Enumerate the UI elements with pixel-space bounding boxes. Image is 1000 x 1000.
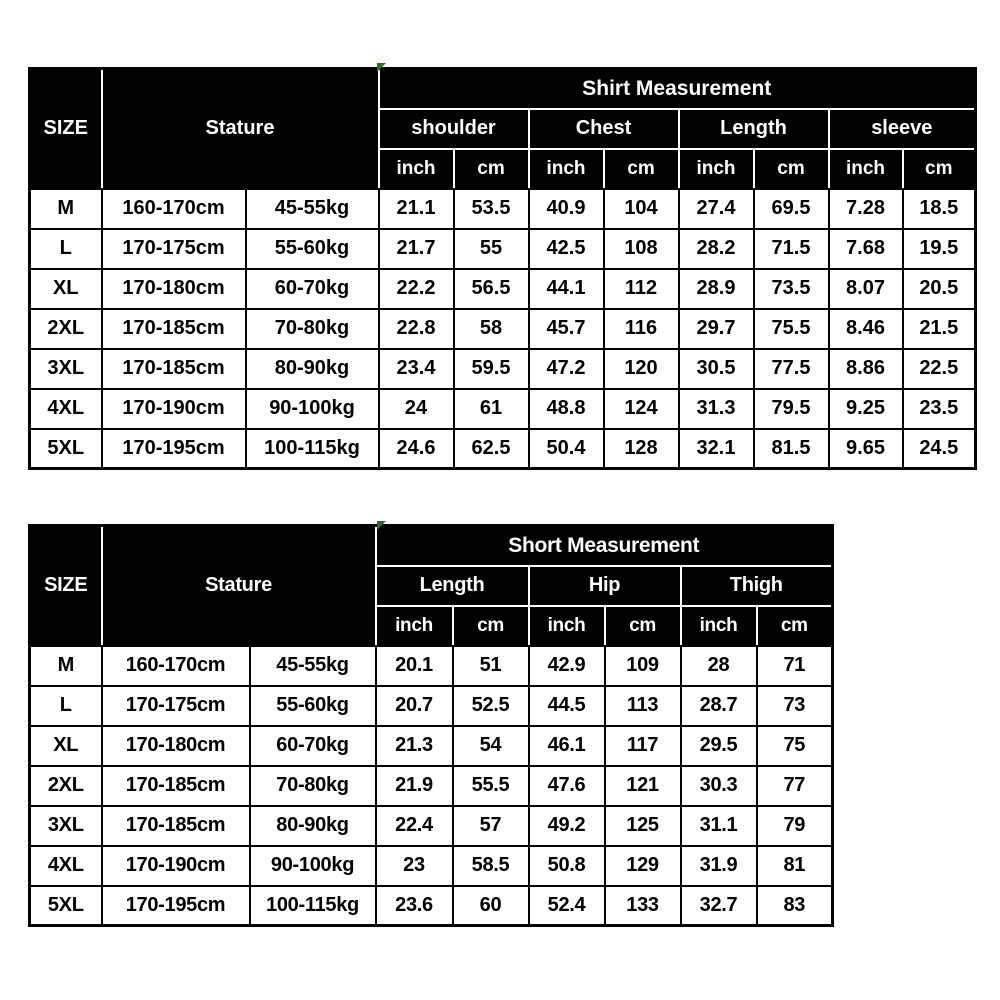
measurement-cell: 42.5 xyxy=(529,229,604,269)
size-cell: 5XL xyxy=(30,886,102,926)
stature-height-cell: 160-170cm xyxy=(102,189,246,229)
measurement-cell: 124 xyxy=(604,389,679,429)
table-title: Shirt Measurement xyxy=(379,69,976,109)
measurement-cell: 129 xyxy=(605,846,681,886)
measurement-cell: 117 xyxy=(605,726,681,766)
measurement-cell: 109 xyxy=(605,646,681,686)
group-header-length: Length xyxy=(376,566,529,606)
size-row-5xl xyxy=(30,886,833,926)
group-header-chest: Chest xyxy=(529,109,679,149)
measurement-cell: 77.5 xyxy=(754,349,829,389)
unit-header-cm: cm xyxy=(754,149,829,189)
measurement-cell: 61 xyxy=(454,389,529,429)
stature-weight-cell: 90-100kg xyxy=(250,846,376,886)
measurement-cell: 59.5 xyxy=(454,349,529,389)
measurement-cell: 24.6 xyxy=(379,429,454,469)
measurement-cell: 75.5 xyxy=(754,309,829,349)
size-cell: 4XL xyxy=(30,389,102,429)
measurement-cell: 79 xyxy=(757,806,833,846)
measurement-cell: 22.8 xyxy=(379,309,454,349)
shirt-measurement-table xyxy=(28,67,977,470)
measurement-cell: 28.9 xyxy=(679,269,754,309)
size-row-xl xyxy=(30,726,833,766)
measurement-cell: 32.7 xyxy=(681,886,757,926)
stature-height-cell: 160-170cm xyxy=(102,646,250,686)
size-cell: XL xyxy=(30,269,102,309)
measurement-cell: 7.28 xyxy=(829,189,903,229)
measurement-cell: 44.5 xyxy=(529,686,605,726)
measurement-cell: 22.4 xyxy=(376,806,453,846)
measurement-cell: 77 xyxy=(757,766,833,806)
size-row-l xyxy=(30,686,833,726)
measurement-cell: 18.5 xyxy=(903,189,976,229)
measurement-cell: 31.3 xyxy=(679,389,754,429)
size-row-4xl xyxy=(30,846,833,886)
measurement-cell: 73.5 xyxy=(754,269,829,309)
size-cell: L xyxy=(30,686,102,726)
size-row-2xl xyxy=(30,309,976,349)
measurement-cell: 46.1 xyxy=(529,726,605,766)
unit-header-inch: inch xyxy=(529,606,605,646)
measurement-cell: 71 xyxy=(757,646,833,686)
measurement-cell: 21.7 xyxy=(379,229,454,269)
measurement-cell: 21.1 xyxy=(379,189,454,229)
measurement-cell: 79.5 xyxy=(754,389,829,429)
stature-height-cell: 170-190cm xyxy=(102,389,246,429)
measurement-cell: 48.8 xyxy=(529,389,604,429)
green-corner-marker-icon xyxy=(377,63,386,72)
size-row-3xl xyxy=(30,349,976,389)
measurement-cell: 83 xyxy=(757,886,833,926)
size-row-l xyxy=(30,229,976,269)
measurement-cell: 47.2 xyxy=(529,349,604,389)
measurement-cell: 20.7 xyxy=(376,686,453,726)
measurement-cell: 58 xyxy=(454,309,529,349)
measurement-cell: 22.5 xyxy=(903,349,976,389)
measurement-cell: 28.2 xyxy=(679,229,754,269)
measurement-cell: 24.5 xyxy=(903,429,976,469)
stature-height-cell: 170-195cm xyxy=(102,429,246,469)
measurement-cell: 30.3 xyxy=(681,766,757,806)
measurement-cell: 30.5 xyxy=(679,349,754,389)
measurement-cell: 54 xyxy=(453,726,529,766)
measurement-cell: 112 xyxy=(604,269,679,309)
measurement-cell: 8.07 xyxy=(829,269,903,309)
stature-weight-cell: 80-90kg xyxy=(246,349,379,389)
measurement-cell: 7.68 xyxy=(829,229,903,269)
stature-height-cell: 170-190cm xyxy=(102,846,250,886)
stature-weight-cell: 70-80kg xyxy=(250,766,376,806)
stature-weight-cell: 45-55kg xyxy=(246,189,379,229)
stature-weight-cell: 70-80kg xyxy=(246,309,379,349)
measurement-cell: 52.4 xyxy=(529,886,605,926)
measurement-cell: 23.5 xyxy=(903,389,976,429)
stature-column-header: Stature xyxy=(102,526,376,646)
size-cell: 3XL xyxy=(30,806,102,846)
unit-header-inch: inch xyxy=(681,606,757,646)
size-cell: 2XL xyxy=(30,309,102,349)
measurement-cell: 104 xyxy=(604,189,679,229)
stature-height-cell: 170-185cm xyxy=(102,806,250,846)
stature-height-cell: 170-175cm xyxy=(102,686,250,726)
unit-header-cm: cm xyxy=(605,606,681,646)
measurement-cell: 120 xyxy=(604,349,679,389)
unit-header-cm: cm xyxy=(604,149,679,189)
measurement-cell: 47.6 xyxy=(529,766,605,806)
measurement-cell: 21.5 xyxy=(903,309,976,349)
measurement-cell: 58.5 xyxy=(453,846,529,886)
measurement-cell: 44.1 xyxy=(529,269,604,309)
measurement-cell: 51 xyxy=(453,646,529,686)
measurement-cell: 23.6 xyxy=(376,886,453,926)
stature-height-cell: 170-185cm xyxy=(102,349,246,389)
unit-header-inch: inch xyxy=(376,606,453,646)
measurement-cell: 27.4 xyxy=(679,189,754,229)
size-row-2xl xyxy=(30,766,833,806)
unit-header-inch: inch xyxy=(829,149,903,189)
measurement-cell: 9.25 xyxy=(829,389,903,429)
stature-weight-cell: 90-100kg xyxy=(246,389,379,429)
stature-weight-cell: 60-70kg xyxy=(246,269,379,309)
size-cell: 4XL xyxy=(30,846,102,886)
measurement-cell: 50.4 xyxy=(529,429,604,469)
green-corner-marker-icon xyxy=(377,521,386,530)
measurement-cell: 19.5 xyxy=(903,229,976,269)
measurement-cell: 29.5 xyxy=(681,726,757,766)
measurement-cell: 21.3 xyxy=(376,726,453,766)
measurement-cell: 8.46 xyxy=(829,309,903,349)
measurement-cell: 69.5 xyxy=(754,189,829,229)
measurement-cell: 29.7 xyxy=(679,309,754,349)
measurement-cell: 71.5 xyxy=(754,229,829,269)
measurement-cell: 116 xyxy=(604,309,679,349)
size-row-4xl xyxy=(30,389,976,429)
measurement-cell: 31.1 xyxy=(681,806,757,846)
size-cell: M xyxy=(30,646,102,686)
stature-weight-cell: 100-115kg xyxy=(246,429,379,469)
stature-weight-cell: 60-70kg xyxy=(250,726,376,766)
measurement-cell: 49.2 xyxy=(529,806,605,846)
measurement-cell: 62.5 xyxy=(454,429,529,469)
stature-weight-cell: 55-60kg xyxy=(246,229,379,269)
measurement-cell: 113 xyxy=(605,686,681,726)
measurement-cell: 50.8 xyxy=(529,846,605,886)
stature-height-cell: 170-185cm xyxy=(102,309,246,349)
stature-column-header: Stature xyxy=(102,69,379,189)
group-header-sleeve: sleeve xyxy=(829,109,976,149)
measurement-cell: 60 xyxy=(453,886,529,926)
stature-weight-cell: 80-90kg xyxy=(250,806,376,846)
unit-header-cm: cm xyxy=(757,606,833,646)
measurement-cell: 42.9 xyxy=(529,646,605,686)
stature-height-cell: 170-180cm xyxy=(102,726,250,766)
measurement-cell: 73 xyxy=(757,686,833,726)
size-cell: XL xyxy=(30,726,102,766)
measurement-cell: 45.7 xyxy=(529,309,604,349)
group-header-hip: Hip xyxy=(529,566,681,606)
size-column-header: SIZE xyxy=(30,69,102,189)
stature-height-cell: 170-175cm xyxy=(102,229,246,269)
measurement-cell: 121 xyxy=(605,766,681,806)
size-cell: 3XL xyxy=(30,349,102,389)
unit-header-inch: inch xyxy=(529,149,604,189)
measurement-cell: 21.9 xyxy=(376,766,453,806)
size-row-m xyxy=(30,189,976,229)
unit-header-inch: inch xyxy=(679,149,754,189)
stature-weight-cell: 100-115kg xyxy=(250,886,376,926)
size-cell: 5XL xyxy=(30,429,102,469)
measurement-cell: 23.4 xyxy=(379,349,454,389)
stature-weight-cell: 45-55kg xyxy=(250,646,376,686)
measurement-cell: 31.9 xyxy=(681,846,757,886)
measurement-cell: 128 xyxy=(604,429,679,469)
measurement-cell: 53.5 xyxy=(454,189,529,229)
measurement-cell: 40.9 xyxy=(529,189,604,229)
measurement-cell: 56.5 xyxy=(454,269,529,309)
group-header-shoulder: shoulder xyxy=(379,109,529,149)
measurement-cell: 23 xyxy=(376,846,453,886)
stature-height-cell: 170-195cm xyxy=(102,886,250,926)
size-row-xl xyxy=(30,269,976,309)
group-header-thigh: Thigh xyxy=(681,566,833,606)
measurement-cell: 24 xyxy=(379,389,454,429)
size-row-5xl xyxy=(30,429,976,469)
measurement-cell: 81 xyxy=(757,846,833,886)
measurement-cell: 75 xyxy=(757,726,833,766)
unit-header-inch: inch xyxy=(379,149,454,189)
unit-header-cm: cm xyxy=(903,149,976,189)
stature-height-cell: 170-185cm xyxy=(102,766,250,806)
table-title: Short Measurement xyxy=(376,526,833,566)
measurement-cell: 32.1 xyxy=(679,429,754,469)
unit-header-cm: cm xyxy=(454,149,529,189)
measurement-cell: 20.5 xyxy=(903,269,976,309)
short-measurement-table xyxy=(28,524,834,927)
measurement-cell: 81.5 xyxy=(754,429,829,469)
measurement-cell: 133 xyxy=(605,886,681,926)
measurement-cell: 9.65 xyxy=(829,429,903,469)
size-column-header: SIZE xyxy=(30,526,102,646)
measurement-cell: 28 xyxy=(681,646,757,686)
measurement-cell: 55 xyxy=(454,229,529,269)
measurement-cell: 28.7 xyxy=(681,686,757,726)
measurement-cell: 55.5 xyxy=(453,766,529,806)
size-cell: 2XL xyxy=(30,766,102,806)
measurement-cell: 57 xyxy=(453,806,529,846)
measurement-cell: 108 xyxy=(604,229,679,269)
measurement-cell: 8.86 xyxy=(829,349,903,389)
measurement-cell: 125 xyxy=(605,806,681,846)
measurement-cell: 20.1 xyxy=(376,646,453,686)
group-header-length: Length xyxy=(679,109,829,149)
size-cell: M xyxy=(30,189,102,229)
unit-header-cm: cm xyxy=(453,606,529,646)
stature-height-cell: 170-180cm xyxy=(102,269,246,309)
measurement-cell: 22.2 xyxy=(379,269,454,309)
stature-weight-cell: 55-60kg xyxy=(250,686,376,726)
measurement-cell: 52.5 xyxy=(453,686,529,726)
size-row-3xl xyxy=(30,806,833,846)
size-row-m xyxy=(30,646,833,686)
size-cell: L xyxy=(30,229,102,269)
